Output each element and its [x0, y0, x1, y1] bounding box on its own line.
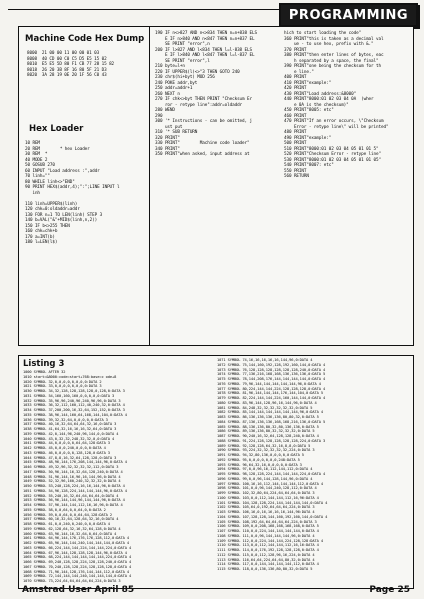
- listing-line: 1060 SYMBOL 63,96,144,16,32,64,0,64,0:DATA 4: [23, 531, 117, 536]
- code-line: 10 REM: [25, 141, 40, 146]
- code-line: SE PRINT "error",n: [155, 42, 210, 47]
- code-line: 60 INPUT "Load address :",addr: [25, 168, 100, 174]
- listing-3-panel: [18, 355, 414, 589]
- listing-line: 1047 SYMBOL 50,96,144,16,32,64,128,240,0:DATA 4: [23, 469, 123, 474]
- listing-line: 1046 SYMBOL 49,32,96,32,32,32,32,112,0:DATA 3: [23, 465, 119, 469]
- code-line: 80 WHILE linh<>"END": [25, 179, 75, 185]
- listing-line: 1062 SYMBOL 65,96,144,144,240,144,144,144,0:DATA 4: [23, 541, 130, 545]
- listing-line: 1033 SYMBOL 36,32,112,160,112,40,240,32,0:DATA 4: [23, 403, 125, 408]
- listing-line: 1075 SYMBOL 78,144,208,176,144,144,144,144,0:DATA 4: [217, 377, 326, 381]
- loader-listing-middle: [155, 31, 257, 158]
- code-line: 430 PRINT"Load address:&8000": [284, 91, 357, 97]
- listing-right-column: [217, 358, 327, 572]
- listing-line: 1097 SYMBOL 100,16,16,112,144,144,144,112,0:DATA 4: [217, 481, 324, 486]
- code-line: 190 IF n<>827 AND n<>834 THEN n=n+838 ELS: [155, 31, 257, 36]
- listing-line: 1078 SYMBOL 81,96,144,144,144,176,144,104,0:DATA 5: [217, 391, 324, 396]
- listing-line: 1076 SYMBOL 79,96,144,144,144,144,144,96,0:DATA 4: [217, 381, 321, 386]
- code-line: 150 IF b<>255 THEN: [25, 223, 70, 229]
- listing-line: 1058 SYMBOL 61,0,0,240,0,240,0,0,0:DATA 4: [23, 522, 110, 526]
- listing-line: 1038 SYMBOL 41,64,32,16,16,16,32,64,0:DATA 3: [23, 427, 117, 431]
- code-line: 160 chk=chk+b: [25, 229, 58, 234]
- section-tab: PROGRAMMING: [279, 3, 418, 27]
- code-line: 310 '* SUB RETURN: [155, 130, 198, 135]
- hex-loader-panel: [18, 26, 414, 346]
- code-line: 240 POKE addr,byt: [155, 80, 198, 86]
- hex-dump-line: 8008 40 CD 00 C0 C5 D5 E5 15 02: [27, 56, 107, 62]
- code-line: 440 PRINT"8000:01 02 03 04 0A (wher: [284, 97, 374, 102]
- code-line: 180 l=LEN(l$): [25, 240, 58, 245]
- code-line: 370 PRINT: [284, 47, 307, 53]
- code-line: 140 b=VAL("&"+MID$(linh,n,2)): [25, 218, 98, 223]
- hex-dump-line: 8020 3A 28 19 0E 20 1F 56 C0 43: [27, 73, 107, 78]
- code-line: e 0A is the checksum)": [284, 102, 349, 108]
- listing-line: 1102 SYMBOL 105,64,0,192,64,64,64,224,0:DATA 3: [217, 505, 315, 510]
- listing-line: 1082 SYMBOL 85,144,144,144,144,144,144,96,0:DATA 4: [217, 410, 324, 415]
- listing-line: 1042 SYMBOL 45,0,0,0,240,0,0,0,0:DATA 4: [23, 446, 106, 450]
- code-line: 260 NEXT n: [155, 91, 180, 97]
- code-line: ust put: [155, 124, 183, 130]
- code-line: 460 PRINT: [284, 113, 307, 119]
- listing-line: 1066 SYMBOL 69,240,128,128,224,128,128,240,0:DATA 4: [23, 560, 132, 564]
- code-line: 40 MODE 2: [25, 157, 48, 163]
- code-line: 280 WEND: [155, 108, 175, 113]
- listing-line: 1061 SYMBOL 64,96,144,176,176,176,128,112,0:DATA 4: [23, 536, 130, 541]
- footer-publication: Amstrad User April 85: [22, 585, 135, 595]
- listing-line: 1044 SYMBOL 47,8,8,16,32,64,128,128,0:DATA 3: [23, 455, 117, 460]
- code-line: E IF l>840 AND l<847 THEN l=l-837 EL: [155, 53, 255, 58]
- listing-line: 1071 SYMBOL 74,16,16,16,16,16,144,96,0:DATA 4: [217, 358, 313, 362]
- code-line: 220 IF UPPER$(l)<>"3 THEN GOTO 240: [155, 69, 240, 75]
- column-divider: [149, 27, 150, 345]
- code-line: 560 RETURN: [284, 174, 309, 179]
- code-line: 550 PRINT: [284, 168, 307, 174]
- listing-line: 1091 SYMBOL 94,32,80,136,0,0,0,0,0:DATA 5: [217, 453, 304, 457]
- listing-line: 1096 SYMBOL 99,0,0,96,144,128,144,96,0:DATA 4: [217, 476, 313, 481]
- listing-line: 1059 SYMBOL 62,128,64,32,16,32,64,128,0:DATA 4: [23, 526, 121, 531]
- code-line: 470 PRINT"If an error occurs, \"Checksum: [284, 119, 384, 124]
- listing-line: 1043 SYMBOL 46,0,0,0,0,0,128,128,0:DATA 3: [23, 450, 110, 455]
- code-line: Error - retype line\" will be printed": [284, 124, 389, 130]
- listing-line: 1065 SYMBOL 68,224,144,144,144,144,144,224,0:DATA 4: [23, 555, 132, 560]
- code-line: 390 PRINT"one being the checksum for th: [284, 64, 381, 69]
- code-line: SE PRINT "error",l: [155, 58, 210, 64]
- listing-line: 1053 SYMBOL 56,96,144,144,96,144,144,96,0:DATA 4: [23, 498, 125, 503]
- listing-line: 1056 SYMBOL 59,0,0,64,0,0,64,64,128:DATA 2: [23, 512, 113, 517]
- listing-heading: Listing 3: [23, 359, 65, 369]
- code-line: 530 PRINT"8000:01 02 03 04 05 01 01 05": [284, 157, 381, 163]
- listing-line: 1101 SYMBOL 104,128,128,224,144,144,144,144,0:DATA 4: [217, 500, 328, 505]
- listing-line: 1088 SYMBOL 91,224,128,128,128,128,128,224,0:DATA 3: [217, 438, 326, 443]
- listing-line: 1107 SYMBOL 110,0,0,224,144,144,144,144,0:DATA 4: [217, 529, 319, 533]
- listing-line: 1090 SYMBOL 93,224,32,32,32,32,32,224,0:DATA 3: [217, 448, 315, 453]
- listing-line: 1104 SYMBOL 107,128,128,144,160,192,160,144,0:DATA 4: [217, 514, 328, 519]
- code-line: hich to start loading the code": [284, 31, 362, 36]
- listing-line: 1098 SYMBOL 101,0,0,96,144,240,128,112,0:DATA 4: [217, 486, 317, 491]
- hex-dump-line: 8000 21 00 00 11 00 00 01 03: [27, 51, 100, 56]
- listing-line: 1084 SYMBOL 87,136,136,136,168,168,216,136,0:DATA 5: [217, 419, 326, 424]
- listing-line: 1080 SYMBOL 83,96,144,128,96,16,144,96,0:DATA 4: [217, 400, 317, 405]
- listing-line: 1010 start=&8000:code=start+768:base=c ode+8: [23, 374, 117, 379]
- listing-line: 1092 SYMBOL 95,0,0,0,0,0,0,0,248:DATA 5: [217, 457, 300, 462]
- code-line: 500 PRINT: [284, 141, 307, 146]
- listing-line: 1057 SYMBOL 60,16,32,64,128,64,32,16,0:DATA 4: [23, 517, 119, 522]
- listing-line: 1031 SYMBOL 54,160,160,160,0,0,0,0,0:DATA 3: [23, 393, 115, 398]
- listing-line: 1115 SYMBOL 118,0,0,136,136,80,80,32,0:DATA 5: [217, 567, 313, 571]
- header-rule: [8, 9, 308, 10]
- code-line: 490 PRINT"example:": [284, 135, 332, 141]
- listing-line: 1070 SYMBOL 73,224,64,64,64,64,64,224,0:DATA 3: [23, 579, 121, 583]
- hex-dump-listing: [27, 51, 114, 79]
- listing-line: 1103 SYMBOL 106,16,0,16,16,16,16,144,96:DATA 4: [217, 510, 315, 514]
- code-line: 410 PRINT"example:": [284, 80, 332, 86]
- code-line: ror - retype line":addr=oldaddr: [155, 102, 243, 108]
- listing-line: 1074 SYMBOL 77,136,216,168,168,136,136,136,0:DATA 5: [217, 372, 326, 377]
- listing-line: 1000 SYMBOL AFTER 32: [23, 370, 66, 374]
- listing-line: 1081 SYMBOL 84,248,32,32,32,32,32,32,0:DATA 5: [217, 405, 313, 410]
- code-line: 380 PRINT"then enter lines of bytes, eac: [284, 53, 384, 58]
- listing-line: 1068 SYMBOL 71,96,144,128,176,144,144,112,0:DATA 4: [23, 569, 130, 574]
- hex-dump-heading: Machine Code Hex Dump: [25, 34, 145, 44]
- listing-line: 1085 SYMBOL 88,136,136,80,32,80,136,136,0:DATA 5: [217, 424, 319, 429]
- listing-line: 1020 SYMBOL 32,0,0,0,0,0,0,0,0:DATA 2: [23, 379, 102, 384]
- listing-line: 1021 SYMBOL 33,0,0,0,0,0,0,0,0:DATA 3: [23, 384, 102, 389]
- listing-line: 1049 SYMBOL 52,32,96,160,240,32,32,32,0:DATA 4: [23, 479, 121, 484]
- listing-line: 1050 SYMBOL 53,240,128,224,16,16,144,96,0:DATA 4: [23, 484, 125, 488]
- listing-line: 1113 SYMBOL 116,64,64,224,64,64,80,32,0:DATA 4: [217, 557, 315, 562]
- listing-line: 1095 SYMBOL 98,128,128,224,144,144,144,224,0:DATA 4: [217, 472, 326, 476]
- listing-line: 1037 SYMBOL 40,16,32,64,64,64,32,16,0:DATA 3: [23, 422, 117, 427]
- code-line: 110 linh=UPPER$(linh): [25, 201, 78, 207]
- listing-line: 1039 SYMBOL 42,0,144,96,240,96,144,0,0:DATA 4: [23, 431, 119, 436]
- listing-line: 1072 SYMBOL 75,144,160,192,128,192,160,144,0:DATA 4: [217, 362, 326, 367]
- code-line: E IF n>840 AND n<847 THEN n=n+837 EL: [155, 36, 255, 42]
- code-line: 350 PRINT"when asked, input address at: [155, 152, 250, 157]
- listing-line: 1089 SYMBOL 92,128,128,64,32,16,8,8,0:DATA 5: [217, 443, 311, 448]
- code-line: ue - to use hex, prefix with &.": [284, 42, 374, 47]
- code-line: inh: [25, 190, 40, 196]
- code-line: 90 PRINT HEX$(addr,4);":";LINE INPUT l: [25, 185, 120, 190]
- code-line: 270 IF chk<>byt THEN PRINT "Checksum Er: [155, 97, 252, 102]
- code-line: 450 PRINT"8005: etc": [284, 108, 334, 113]
- code-line: 50 GOSUB 270: [25, 163, 55, 168]
- code-line: 70 linh="": [25, 174, 50, 179]
- hex-loader-heading: Hex Loader: [29, 124, 84, 134]
- code-line: 20 REM * hex Loader: [25, 146, 90, 152]
- code-line: 510 PRINT"8000:01 02 03 04 05 01 01 5": [284, 146, 379, 152]
- listing-line: 1040 SYMBOL 43,0,32,32,248,32,32,0,0:DATA 4: [23, 436, 115, 441]
- listing-line: 1106 SYMBOL 109,0,0,208,168,168,168,168,0:DATA 5: [217, 524, 319, 529]
- listing-left-column: [23, 370, 131, 584]
- listing-line: 1051 SYMBOL 54,96,128,224,144,144,144,96,0:DATA 4: [23, 488, 127, 493]
- listing-line: 1030 SYMBOL 34,32,128,128,128,128,0,128,0:DATA 3: [23, 389, 125, 393]
- listing-line: 1099 SYMBOL 102,32,80,64,224,64,64,64,0:DATA 3: [217, 491, 315, 495]
- code-line: e line.": [284, 69, 314, 75]
- listing-line: 1083 SYMBOL 86,136,136,136,136,80,80,32,0:DATA 5: [217, 415, 319, 419]
- code-line: 480 PRINT: [284, 130, 307, 135]
- listing-line: 1036 SYMBOL 39,32,32,64,0,0,0,0,0:DATA 3: [23, 417, 108, 422]
- code-line: 320 PRINT": [155, 135, 180, 141]
- listing-line: 1073 SYMBOL 76,128,128,128,128,128,128,240,0:DATA 4: [217, 367, 326, 372]
- code-line: 210 byte=l+n: [155, 64, 185, 69]
- listing-line: 1063 SYMBOL 66,224,144,144,224,144,144,224,0:DATA 4: [23, 545, 132, 550]
- listing-line: 1108 SYMBOL 111,0,0,96,144,144,144,96,0:DATA 4: [217, 533, 315, 538]
- listing-line: 1077 SYMBOL 80,224,144,144,224,128,128,128,0:DATA 4: [217, 386, 326, 391]
- loader-listing-right: [284, 31, 388, 180]
- listing-line: 1035 SYMBOL 38,96,144,160,64,168,144,104,0:DATA 4: [23, 412, 127, 417]
- listing-line: 1055 SYMBOL 58,0,0,64,0,0,64,0,0:DATA 2: [23, 507, 106, 512]
- listing-line: 1112 SYMBOL 115,0,0,112,128,96,16,224,0:DATA 4: [217, 552, 315, 557]
- listing-line: 1100 SYMBOL 103,0,0,112,144,144,112,16,96:DATA 4: [217, 495, 319, 500]
- code-line: 300 '* Instructions - can be omitted, j: [155, 119, 252, 124]
- code-line: h separated by a space, the final": [284, 58, 379, 64]
- listing-line: 1087 SYMBOL 90,240,16,32,64,128,128,240,0:DATA 4: [217, 434, 319, 438]
- code-line: 540 PRINT"8007: etc": [284, 163, 334, 168]
- code-line: 120 chk=0:oldaddr=addr: [25, 207, 80, 212]
- code-line: 170 a=INT(b): [25, 234, 55, 240]
- code-line: 520 PRINT"Checksum Error - retype line": [284, 152, 381, 157]
- hex-loader-listing: [25, 141, 120, 246]
- code-line: 130 FOR n=1 TO LEN(linh) STEP 3: [25, 212, 103, 218]
- code-line: 360 PRINT"this is taken as a decimal val: [284, 36, 384, 42]
- hex-dump-line: 8018 26 20 3B 8F 16 80 5F 21 D3: [27, 67, 107, 73]
- listing-line: 1094 SYMBOL 97,0,0,96,16,112,144,112,0:DATA 4: [217, 467, 313, 472]
- listing-line: 1114 SYMBOL 117,0,0,144,144,144,144,112,0:DATA 4: [217, 562, 319, 567]
- code-line: 330 PRINT" Machine code loader": [155, 141, 250, 146]
- listing-line: 1034 SYMBOL 37,200,200,16,32,64,152,152,0:DATA 3: [23, 408, 125, 412]
- listing-line: 1111 SYMBOL 114,0,0,176,192,128,128,128,0:DATA 4: [217, 548, 319, 552]
- listing-line: 1079 SYMBOL 82,224,144,144,224,160,144,144,0:DATA 4: [217, 396, 326, 400]
- hex-dump-line: 8010 E5 E5 5D 80 F1 CB 77 28 15 82: [27, 62, 115, 67]
- listing-line: 1105 SYMBOL 108,192,64,64,64,64,64,224,0:DATA 3: [217, 519, 317, 524]
- listing-line: 1093 SYMBOL 96,64,32,16,0,0,0,0,0:DATA 3: [217, 462, 302, 467]
- listing-line: 1110 SYMBOL 113,0,0,112,144,144,112,16,16:DATA 4: [217, 543, 319, 548]
- listing-line: 1086 SYMBOL 89,136,136,80,32,32,32,32,0:DATA 5: [217, 429, 315, 434]
- footer-page-number: Page 25: [369, 585, 410, 595]
- listing-line: 1067 SYMBOL 70,240,128,128,224,128,128,128,0:DATA 4: [23, 564, 132, 569]
- listing-line: 1045 SYMBOL 48,96,144,176,208,144,144,96,0:DATA 4: [23, 460, 127, 465]
- code-line: 340 PRINT": [155, 146, 180, 152]
- listing-line: 1069 SYMBOL 72,144,144,144,240,144,144,144,0:DATA 4: [23, 574, 132, 579]
- code-line: 230 chr$(hi+byt) MOD 256: [155, 75, 215, 80]
- code-line: 400 PRINT: [284, 75, 307, 80]
- listing-line: 1054 SYMBOL 57,96,144,144,112,16,16,96,0:DATA 4: [23, 503, 123, 507]
- code-line: 30 REM *: [25, 152, 48, 157]
- code-line: 200 IF l>827 AND l<834 THEN l=l-838 ELS: [155, 47, 252, 53]
- listing-line: 1109 SYMBOL 112,0,0,224,144,144,224,128,128:DATA 4: [217, 538, 324, 543]
- listing-line: 1048 SYMBOL 51,96,144,16,96,16,144,96,0:DATA 4: [23, 474, 121, 479]
- listing-line: 1064 SYMBOL 67,96,144,128,128,128,144,96,0:DATA 4: [23, 550, 127, 555]
- code-line: 420 PRINT: [284, 86, 307, 91]
- listing-line: 1052 SYMBOL 55,240,16,32,64,64,64,64,0:DATA 4: [23, 493, 119, 498]
- listing-line: 1041 SYMBOL 44,0,0,0,0,0,64,64,128:DATA 3: [23, 441, 110, 446]
- code-line: 290: [155, 113, 163, 119]
- listing-line: 1032 SYMBOL 35,96,96,240,96,240,96,96,0:DATA 3: [23, 398, 121, 403]
- code-line: 250 addr=addr+1: [155, 86, 193, 91]
